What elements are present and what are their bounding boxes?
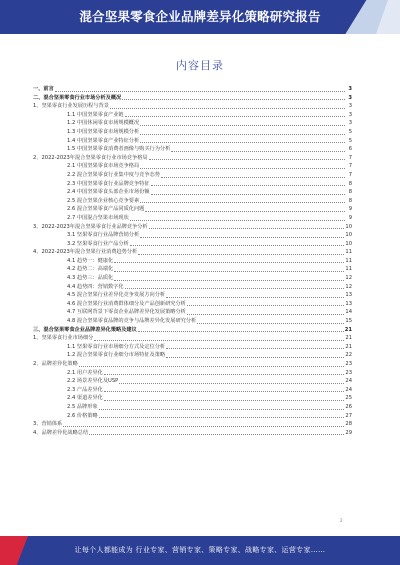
toc-entry[interactable] bbox=[33, 265, 352, 274]
toc-entry[interactable] bbox=[33, 205, 352, 214]
toc-dot-leader bbox=[99, 417, 345, 418]
toc-entry[interactable] bbox=[33, 197, 352, 206]
toc-entry-title: 2.2 混合坚果零食行业集中度与竞争态势 bbox=[67, 171, 160, 178]
toc-entry-page: 8 bbox=[348, 189, 352, 196]
toc-entry[interactable] bbox=[33, 223, 352, 232]
toc-entry-page: 23 bbox=[345, 361, 352, 367]
toc-entry-title: 3.2 坚果零食行业产品分析 bbox=[67, 240, 129, 247]
toc-entry-page: 23 bbox=[345, 369, 352, 376]
toc-dot-leader bbox=[140, 142, 345, 143]
toc-entry[interactable] bbox=[33, 308, 352, 317]
toc-entry-page: 7 bbox=[348, 163, 352, 170]
toc-dot-leader bbox=[149, 228, 345, 229]
toc-dot-leader bbox=[130, 245, 345, 246]
toc-entry[interactable] bbox=[33, 429, 352, 438]
toc-entry-page: 3 bbox=[348, 120, 352, 127]
toc-entry-title: 2.5 混合坚果企业核心竞争要素 bbox=[67, 197, 140, 204]
toc-entry[interactable] bbox=[33, 162, 352, 171]
toc-dot-leader bbox=[119, 383, 344, 384]
toc-dot-leader bbox=[55, 91, 345, 92]
toc-entry-title: 4.5 混合坚果行业差异化竞争发展方向分析 bbox=[67, 292, 166, 299]
toc-entry[interactable] bbox=[33, 369, 352, 378]
toc-entry[interactable] bbox=[33, 188, 352, 197]
toc-entry-page: 3 bbox=[348, 111, 352, 118]
toc-entry[interactable] bbox=[33, 257, 352, 266]
toc-entry-title: 一、前言 bbox=[33, 86, 54, 92]
toc-entry[interactable] bbox=[33, 300, 352, 309]
toc-entry[interactable] bbox=[33, 128, 352, 137]
toc-entry-title: 4.6 混合坚果行业消费群体细分及产品创新研究分析 bbox=[67, 300, 186, 307]
toc-entry-page: 12 bbox=[345, 283, 352, 290]
toc-entry-page: 13 bbox=[345, 292, 352, 299]
toc-entry[interactable] bbox=[33, 420, 352, 429]
footer-banner bbox=[0, 536, 400, 565]
toc-entry-page: 8 bbox=[348, 180, 352, 187]
toc-entry-page: 9 bbox=[348, 214, 352, 221]
toc-dot-leader bbox=[138, 254, 344, 255]
toc-entry[interactable] bbox=[33, 283, 352, 292]
toc-entry[interactable] bbox=[33, 394, 352, 403]
toc-dot-leader bbox=[197, 323, 344, 324]
toc-dot-leader bbox=[161, 177, 345, 178]
toc-entry-page: 10 bbox=[345, 223, 352, 230]
toc-heading: 内容目录 bbox=[176, 59, 224, 72]
toc-entry-page: 21 bbox=[345, 343, 352, 350]
toc-entry-title: 2.6 混合坚果零食产品同质化问题 bbox=[67, 206, 145, 213]
toc-entry-title: 1.4 中国坚果零食产业特征分析 bbox=[67, 137, 140, 144]
toc-entry-title: 1.2 混合坚果零食行业细分市场特征及策略 bbox=[67, 352, 166, 359]
toc-entry[interactable] bbox=[33, 240, 352, 249]
toc-dot-leader bbox=[140, 134, 345, 135]
toc-dot-leader bbox=[138, 331, 344, 332]
toc-entry-title: 2.3 产品差异化 bbox=[67, 386, 103, 393]
toc-entry-page: 11 bbox=[345, 266, 352, 273]
toc-dot-leader bbox=[104, 391, 345, 392]
toc-entry-page: 25 bbox=[345, 395, 352, 402]
toc-entry-page: 6 bbox=[348, 146, 352, 153]
toc-dot-leader bbox=[114, 271, 344, 272]
toc-dot-leader bbox=[99, 409, 345, 410]
toc-entry-page: 11 bbox=[345, 249, 352, 256]
toc-entry-page: 9 bbox=[348, 206, 352, 213]
toc-dot-leader bbox=[79, 366, 345, 367]
toc-dot-leader bbox=[125, 288, 345, 289]
toc-entry[interactable] bbox=[33, 137, 352, 146]
toc-entry-title: 4.4 趋势四：营销数字化 bbox=[67, 283, 124, 290]
toc-dot-leader bbox=[130, 220, 345, 221]
toc-entry-page: 26 bbox=[345, 403, 352, 410]
toc-entry[interactable] bbox=[33, 154, 352, 163]
toc-entry-title: 4.7 互联网背景下零食企业品牌差异化发展策略分析 bbox=[67, 309, 186, 316]
toc-dot-leader bbox=[187, 314, 345, 315]
toc-entry[interactable] bbox=[33, 360, 352, 369]
toc-entry-title: 4.2 趋势二：高端化 bbox=[67, 266, 114, 273]
toc-entry[interactable] bbox=[33, 119, 352, 128]
toc-entry-title: 3.1 坚果零食行业品牌营销分析 bbox=[67, 232, 140, 239]
toc-entry[interactable] bbox=[33, 377, 352, 386]
toc-entry[interactable] bbox=[33, 214, 352, 223]
toc-dot-leader bbox=[89, 434, 344, 435]
toc-entry-page: 13 bbox=[345, 300, 352, 307]
toc-entry-title: 2.1 中国坚果零食市场竞争格局 bbox=[67, 163, 140, 170]
toc-entry[interactable] bbox=[33, 291, 352, 300]
toc-entry-title: 1.1 中国坚果零食产业链 bbox=[67, 111, 124, 118]
toc-entry-page: 14 bbox=[345, 309, 352, 316]
toc-entry-title: 2.3 中国坚果零食行业品牌竞争特征 bbox=[67, 180, 150, 187]
toc-entry-page: 10 bbox=[345, 240, 352, 247]
toc-entry-title: 4.1 趋势一：健康化 bbox=[67, 257, 114, 264]
toc-entry-title: 2.7 中国混合坚果市场现状 bbox=[67, 214, 129, 221]
toc-entry-page: 5 bbox=[348, 128, 352, 135]
toc-dot-leader bbox=[140, 202, 345, 203]
toc-entry[interactable] bbox=[33, 180, 352, 189]
toc-entry-title: 2.1 用户差异化 bbox=[67, 369, 103, 376]
toc-dot-leader bbox=[94, 340, 344, 341]
toc-entry[interactable] bbox=[33, 351, 352, 360]
toc-entry[interactable] bbox=[33, 171, 352, 180]
toc-entry-page: 28 bbox=[345, 421, 352, 428]
toc-entry-page: 29 bbox=[345, 429, 352, 436]
toc-dot-leader bbox=[110, 108, 345, 109]
toc-dot-leader bbox=[145, 211, 345, 212]
header-banner bbox=[0, 0, 400, 34]
toc-entry-page: 3 bbox=[348, 94, 352, 101]
toc-entry-title: 4、2022-2023年混合坚果行业消费趋势分析 bbox=[33, 249, 138, 256]
toc-entry[interactable] bbox=[33, 386, 352, 395]
toc-dot-leader bbox=[104, 374, 345, 375]
toc-entry-title: 2.5 品牌形象 bbox=[67, 403, 98, 410]
toc-entry-title: 1、坚果零食行业市场细分 bbox=[33, 335, 94, 342]
toc-entry[interactable] bbox=[33, 231, 352, 240]
toc-entry-page: 10 bbox=[345, 232, 352, 239]
toc-entry-title: 2.4 渠道差异化 bbox=[67, 395, 103, 402]
toc-entry-title: 4.8 混合坚果零食品牌的竞争与品牌差异化发展研究分析 bbox=[67, 318, 197, 325]
toc-entry[interactable] bbox=[33, 102, 352, 111]
toc-entry-page: 3 bbox=[348, 103, 352, 110]
toc-entry[interactable] bbox=[33, 248, 352, 257]
toc-entry-page: 27 bbox=[345, 412, 352, 419]
toc-entry[interactable] bbox=[33, 274, 352, 283]
toc-entry-page: 7 bbox=[348, 154, 352, 161]
toc-entry-page: 11 bbox=[345, 257, 352, 264]
toc-entry[interactable] bbox=[33, 403, 352, 412]
toc-entry-page: 12 bbox=[345, 275, 352, 282]
toc-entry-page: 21 bbox=[344, 326, 352, 333]
toc-entry-page: 24 bbox=[345, 378, 352, 385]
toc-entry[interactable] bbox=[33, 85, 352, 94]
toc-entry-title: 4.3 趋势三：品质化 bbox=[67, 275, 114, 282]
toc-entry-page: 24 bbox=[345, 386, 352, 393]
toc-entry[interactable] bbox=[33, 326, 352, 335]
toc-dot-leader bbox=[63, 426, 344, 427]
toc-entry-title: 2、2022-2023年混合坚果零食行业市场竞争格局 bbox=[33, 154, 148, 161]
toc-entry-title: 3、营销体系 bbox=[33, 421, 63, 428]
toc-dot-leader bbox=[140, 237, 344, 238]
toc-entry[interactable] bbox=[33, 343, 352, 352]
toc-entry[interactable] bbox=[33, 145, 352, 154]
toc-dot-leader bbox=[166, 348, 344, 349]
toc-entry-title: 1.2 中国休闲零食市场规模概况 bbox=[67, 120, 140, 127]
toc-entry-title: 2.6 价格策略 bbox=[67, 412, 98, 419]
toc-dot-leader bbox=[114, 280, 344, 281]
toc-dot-leader bbox=[151, 194, 345, 195]
toc-entry-page: 5 bbox=[348, 137, 352, 144]
toc-entry-title: 3、2022-2023年混合坚果零食行业品牌竞争分析 bbox=[33, 223, 148, 230]
toc-entry-title: 二、混合坚果零食行业市场分析及概况 bbox=[33, 94, 122, 101]
toc-entry-page: 15 bbox=[345, 318, 352, 325]
page-number: 2 bbox=[340, 518, 343, 523]
toc-dot-leader bbox=[104, 400, 345, 401]
toc-dot-leader bbox=[140, 168, 345, 169]
toc-entry-title: 2.4 中国坚果零食头部企业市场份额 bbox=[67, 189, 150, 196]
toc-dot-leader bbox=[122, 99, 345, 100]
toc-dot-leader bbox=[166, 357, 344, 358]
toc-dot-leader bbox=[149, 159, 345, 160]
toc-dot-leader bbox=[171, 151, 345, 152]
toc-entry-title: 1.3 中国坚果零食市场规模分析 bbox=[67, 128, 140, 135]
toc-entry-page: 21 bbox=[345, 335, 352, 342]
toc-entry-page: 22 bbox=[345, 352, 352, 359]
toc-entry-title: 4、品牌差异化战略总结 bbox=[33, 429, 89, 436]
toc-entry-title: 1、坚果零食行业发展历程与背景 bbox=[33, 103, 109, 110]
footer-slogan: 让每个人都能成为 行业专家、营销专家、策略专家、战略专家、运营专家…… bbox=[74, 546, 326, 554]
toc-entry[interactable] bbox=[33, 334, 352, 343]
toc-entry-title: 2.2 场景差异化及USP bbox=[67, 378, 119, 385]
toc-entry[interactable] bbox=[33, 317, 352, 326]
toc-entry-title: 2、品牌差异化策略 bbox=[33, 361, 78, 367]
toc-entry-page: 7 bbox=[348, 171, 352, 178]
report-title: 混合坚果零食企业品牌差异化策略研究报告 bbox=[79, 9, 321, 24]
toc-entry[interactable] bbox=[33, 412, 352, 421]
toc-dot-leader bbox=[114, 262, 344, 263]
toc-entry[interactable] bbox=[33, 111, 352, 120]
toc-entry-title: 1.1 坚果零食行业市场细分方式及定位分析 bbox=[67, 343, 166, 350]
toc-entry-page: 8 bbox=[348, 197, 352, 204]
toc-dot-leader bbox=[140, 125, 345, 126]
toc-entry-title: 1.5 中国坚果零食消费者画像与购买行为分析 bbox=[67, 146, 171, 153]
table-of-contents bbox=[33, 85, 352, 437]
toc-dot-leader bbox=[187, 305, 345, 306]
toc-dot-leader bbox=[125, 116, 345, 117]
toc-dot-leader bbox=[166, 297, 344, 298]
toc-entry-page: 3 bbox=[348, 86, 352, 92]
toc-dot-leader bbox=[151, 185, 345, 186]
toc-entry-title: 三、混合坚果零食企业品牌差异化策略及建议 bbox=[33, 326, 137, 333]
toc-entry[interactable] bbox=[33, 94, 352, 103]
